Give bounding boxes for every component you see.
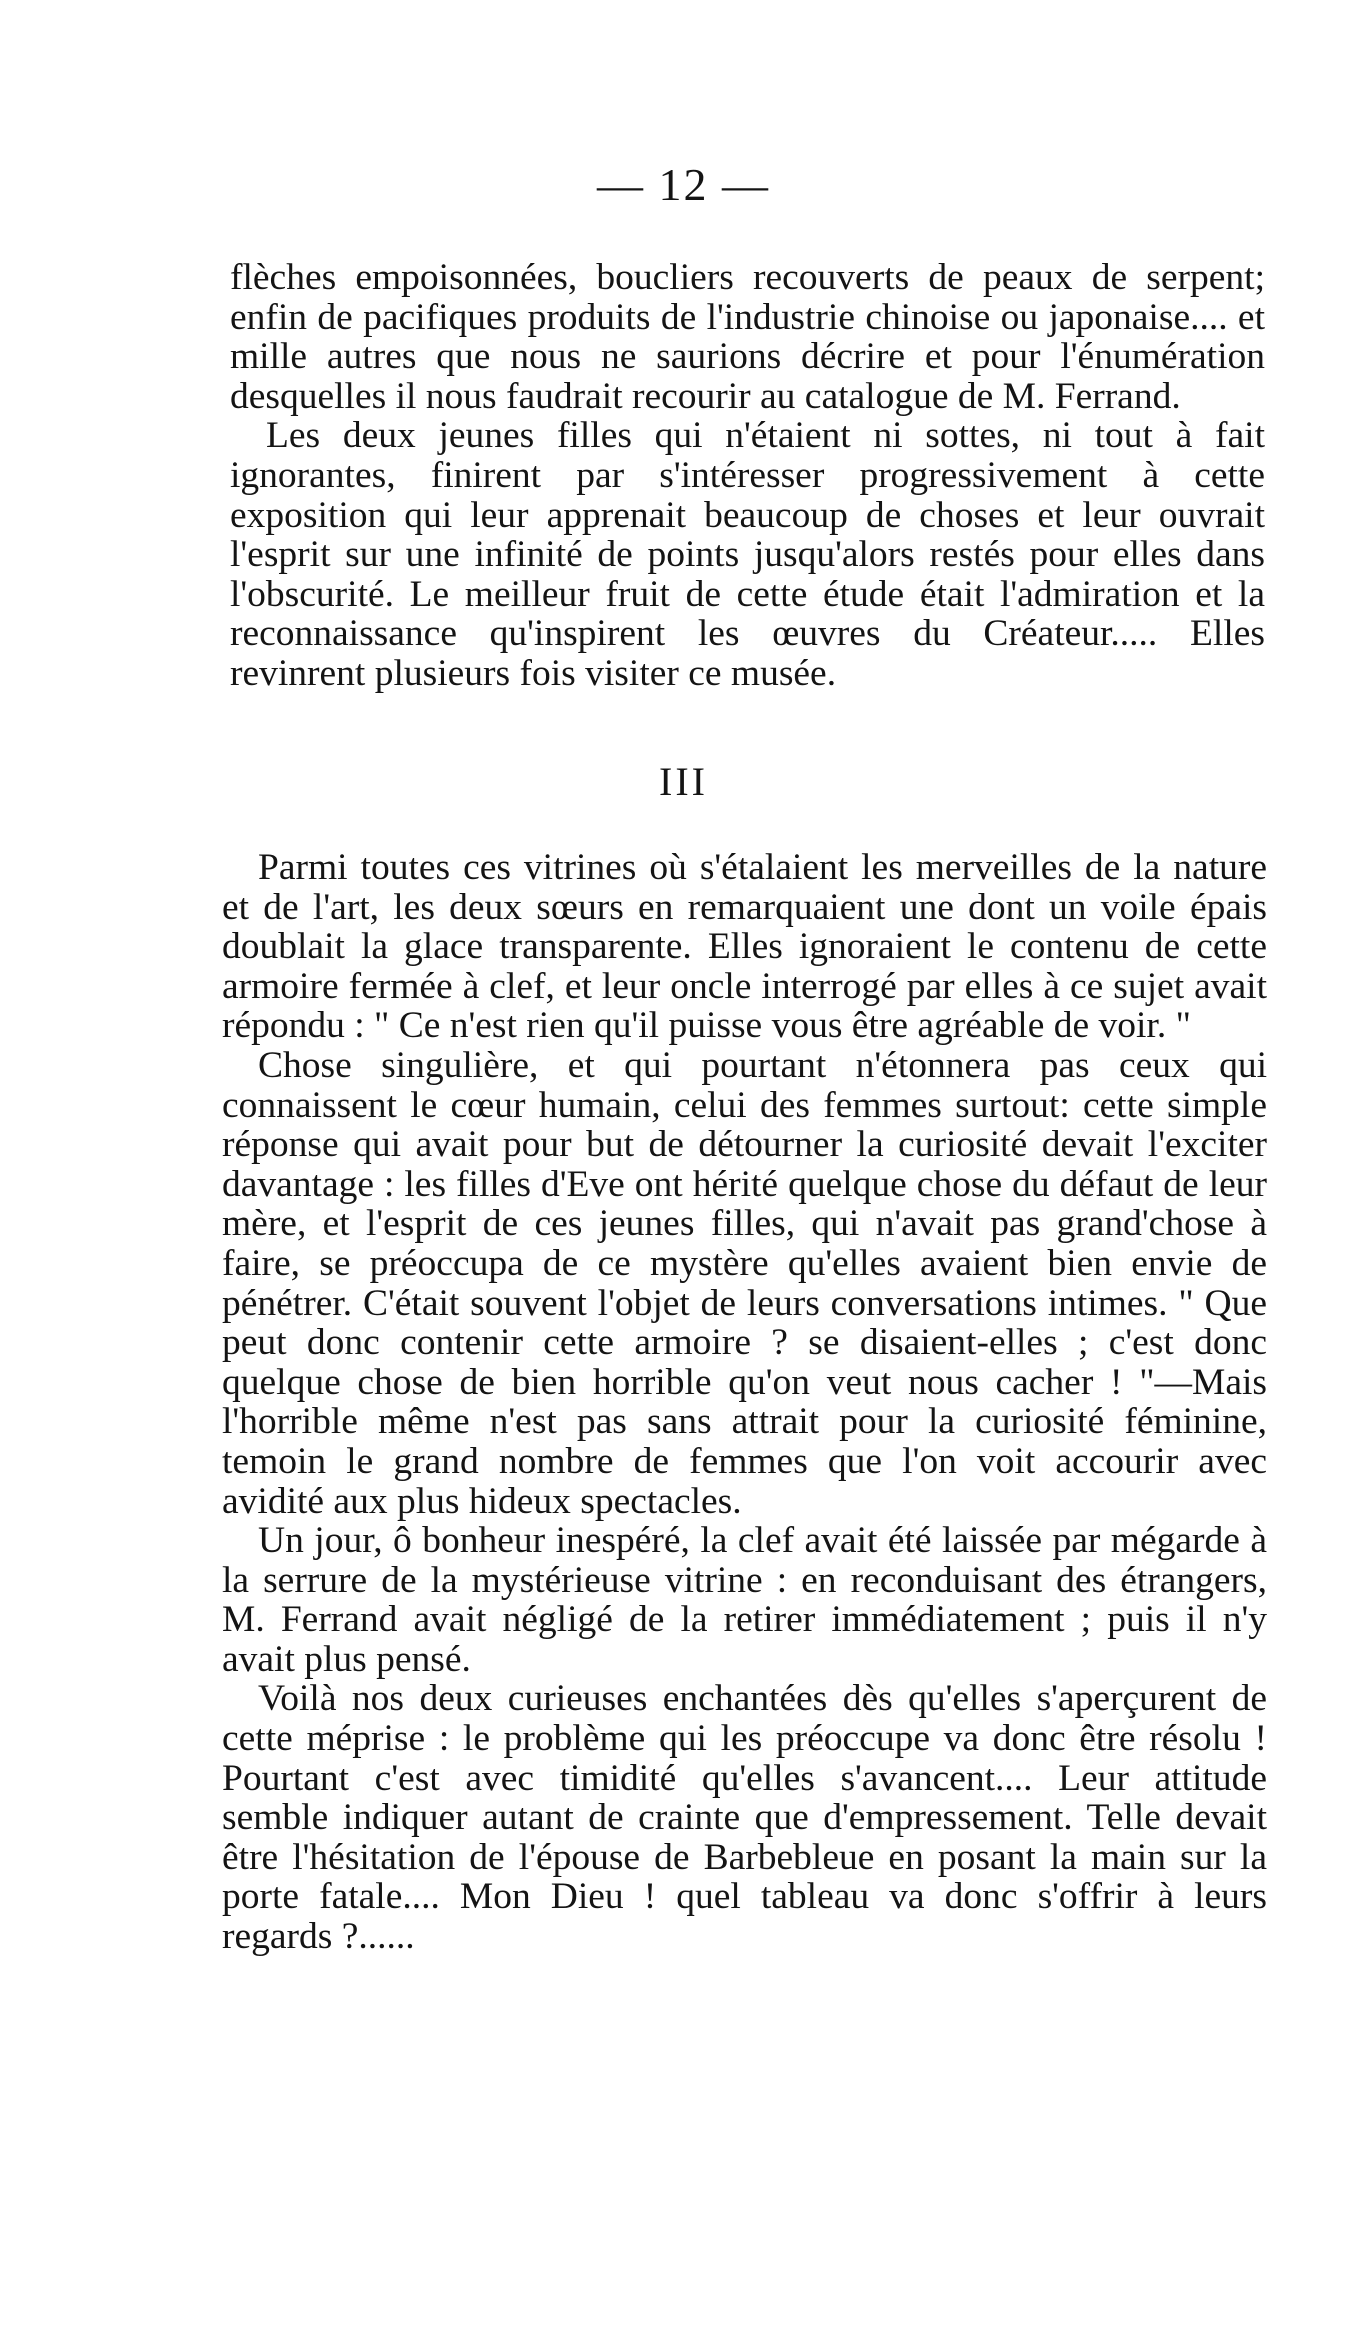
paragraph: Voilà nos deux curieuses enchantées dès qu'elles s'aperçurent de cette méprise : le problème qui les préoccupe va donc être résolu ! Pourtant c'est avec timidité qu'elles s'avancent.... Leur attitude semble indiquer autant de crainte que d'empressement. Telle devait être l'hésitation de l'épouse de Barbebleue en posant la main sur la porte fatale.... Mon Dieu ! quel tableau va donc s'offrir à leurs regards ?...... xyxy=(222,1678,1267,1958)
paragraph: Parmi toutes ces vitrines où s'étalaient les merveilles de la nature et de l'art, les deux sœurs en remarquaient une dont un voile épais doublait la glace transparente. Elles ignoraient le contenu de cette armoire fermée à clef, et leur oncle interrogé par elles à ce sujet avait répondu : " Ce n'est rien qu'il puisse vous être agréable de voir. " xyxy=(222,847,1267,1047)
paragraph: Un jour, ô bonheur inespéré, la clef avait été laissée par mégarde à la serrure de la mystérieuse vitrine : en reconduisant des étrangers, M. Ferrand avait négligé de la retirer immédiatement ; puis il n'y avait plus pensé. xyxy=(222,1520,1267,1680)
paragraph: Chose singulière, et qui pourtant n'étonnera pas ceux qui connaissent le cœur humain, celui des femmes surtout: cette simple réponse qui avait pour but de détourner la curiosité devait l'exciter davantage : les filles d'Eve ont hérité quelque chose du défaut de leur mère, et l'esprit de ces jeunes filles, qui n'avait pas grand'chose à faire, se préoccupa de ce mystère qu'elles avaient bien envie de pénétrer. C'était souvent l'objet de leurs conversations intimes. " Que peut donc contenir cette armoire ? se disaient-elles ; c'est donc quelque chose de bien horrible qu'on veut nous cacher ! "—Mais l'horrible même n'est pas sans attrait pour la curiosité féminine, temoin le grand nombre de femmes que l'on voit accourir avec avidité aux plus hideux spectacles. xyxy=(222,1044,1267,1522)
paragraph: Les deux jeunes filles qui n'étaient ni sottes, ni tout à fait ignorantes, finirent par s'intéresser progressivement à cette exposition qui leur apprenait beaucoup de choses et leur ouvrait l'esprit sur une infinité de points jusqu'alors restés pour elles dans l'obscurité. Le meilleur fruit de cette étude était l'admiration et la reconnaissance qu'inspirent les œuvres du Créateur..... Elles revinrent plusieurs fois visiter ce musée. xyxy=(230,415,1265,694)
page-number: — 12 — xyxy=(597,159,770,210)
section-one-text xyxy=(230,258,1265,694)
section-two-text xyxy=(222,848,1267,1957)
section-heading: III xyxy=(659,759,708,804)
paragraph: flèches empoisonnées, boucliers recouverts de peaux de serpent; enfin de pacifiques produits de l'industrie chinoise ou japonaise.... et mille autres que nous ne saurions décrire et pour l'énumération desquelles il nous faudrait recourir au catalogue de M. Ferrand. xyxy=(230,257,1265,417)
